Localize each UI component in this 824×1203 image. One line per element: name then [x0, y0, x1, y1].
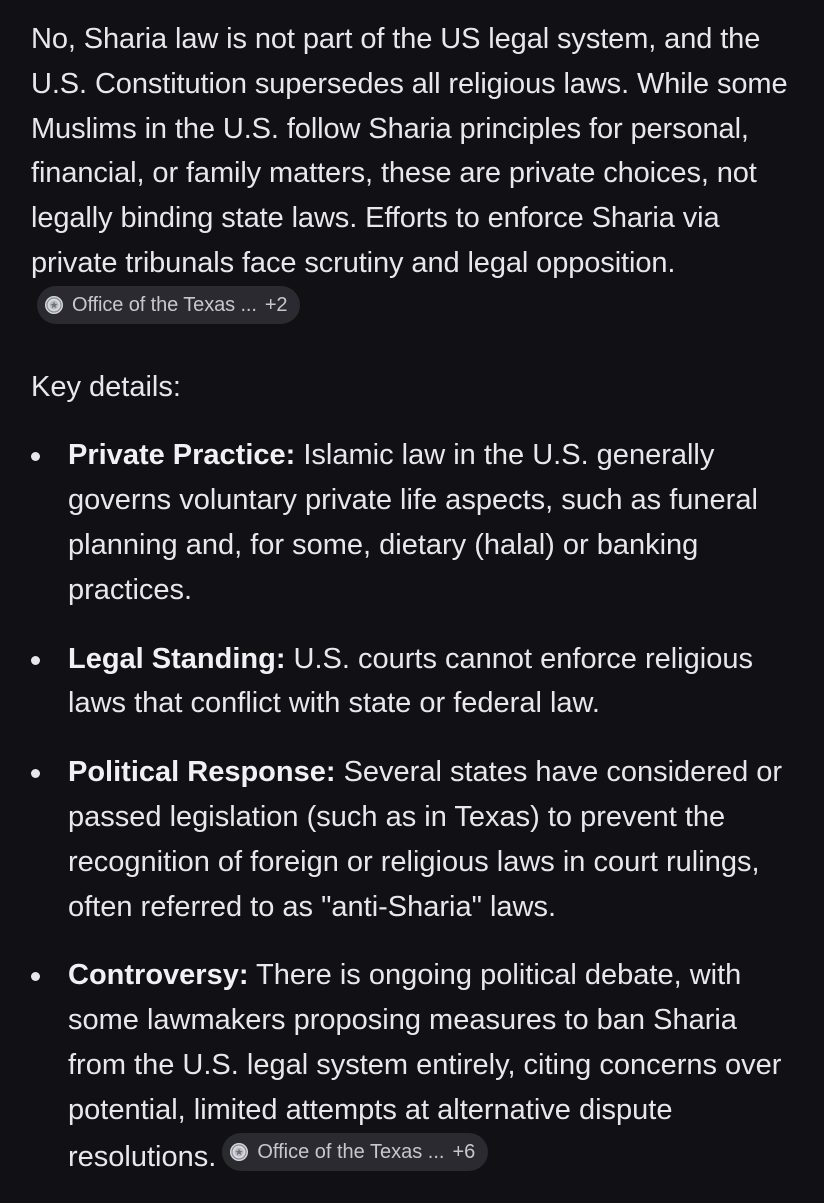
key-details-list [31, 433, 801, 1179]
bullet-text: There is ongoing political debate, with some lawmakers proposing measures to ban Sharia from the U.S. legal system entirely, citing concerns over potential, limited attempts at alternative dispute resolutions. [68, 959, 782, 1173]
seal-icon [229, 1142, 249, 1162]
source-chip-count: +2 [264, 293, 288, 316]
source-chip-intro[interactable] [37, 286, 300, 324]
source-chip-controversy[interactable] [222, 1133, 488, 1171]
bullet-text: Islamic law in the U.S. generally governs voluntary private life aspects, such as funeral planning and, for some, dietary (halal) or banking practices. [68, 439, 758, 606]
bullet-text: U.S. courts cannot enforce religious laws that conflict with state or federal law. [68, 642, 753, 720]
bullet-title: Controversy: [68, 959, 249, 992]
list-item [31, 637, 801, 727]
bullet-dot [31, 452, 40, 461]
bullet-title: Private Practice: [68, 439, 296, 472]
source-chip-count: +6 [452, 1140, 476, 1163]
list-item [31, 433, 801, 612]
ai-answer [31, 17, 801, 1203]
source-chip-label: Office of the Texas ... [72, 293, 257, 316]
bullet-dot [31, 656, 40, 665]
bullet-dot [31, 769, 40, 778]
list-item [31, 953, 801, 1179]
list-item [31, 750, 801, 929]
bullet-title: Political Response: [68, 756, 336, 789]
source-chip-label: Office of the Texas ... [257, 1140, 445, 1163]
bullet-dot [31, 972, 40, 981]
seal-icon [44, 295, 64, 315]
answer-intro [31, 17, 801, 333]
intro-text: No, Sharia law is not part of the US legal system, and the U.S. Constitution supersedes all religious laws. While some Muslims in the U.S. follow Sharia principles for personal, financial, or family matters, these are private choices, not legally binding state laws. Efforts to enforce Sharia via private tribunals face scrutiny and legal opposition. [31, 23, 788, 279]
bullet-title: Legal Standing: [68, 642, 286, 675]
bullet-text: Several states have considered or passed legislation (such as in Texas) to prevent the recognition of foreign or religious laws in court rulings, often referred to as "anti-Sharia" laws. [68, 756, 783, 923]
key-details-heading: Key details: [31, 370, 181, 403]
